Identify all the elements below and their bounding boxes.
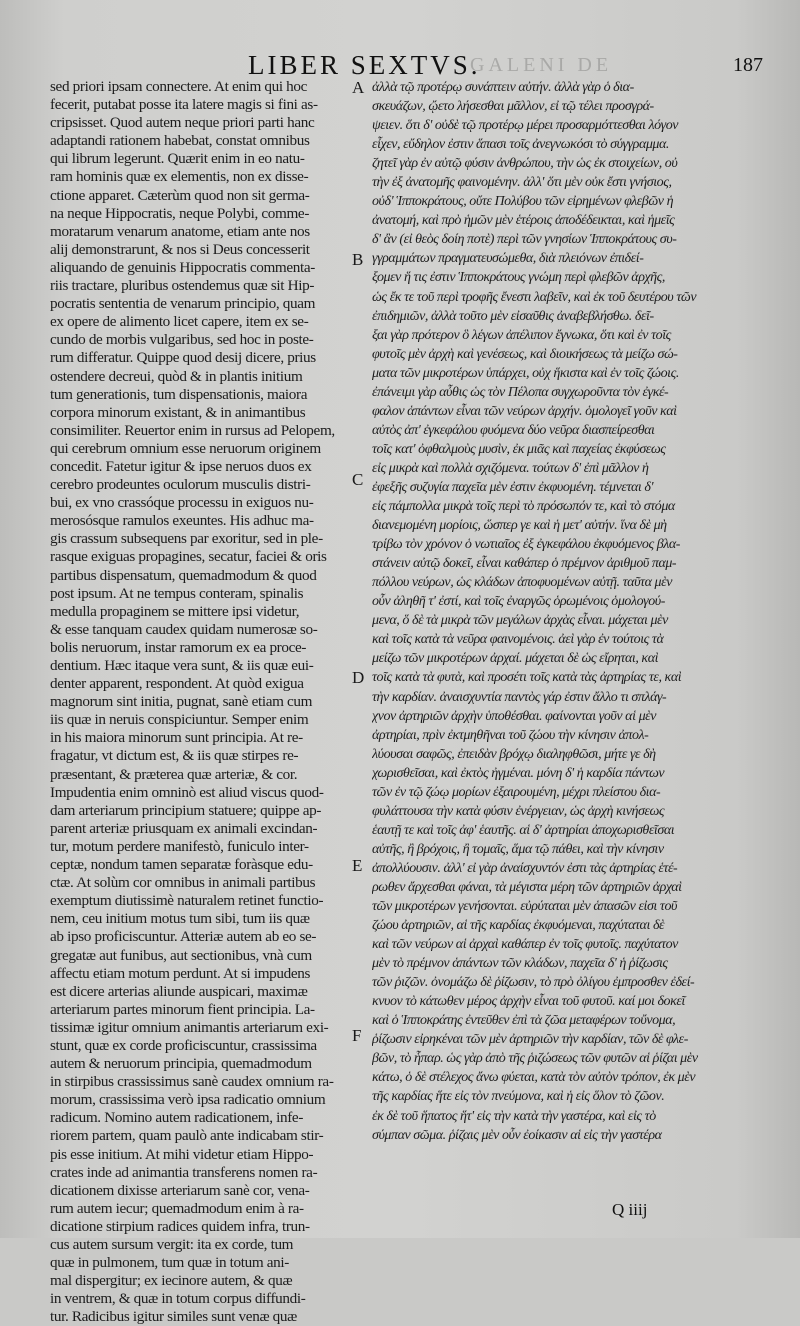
text-line: ostendere decreui, quòd & in plantis initium — [50, 367, 303, 385]
text-line: cerebro prodeuntes oculorum musculis distri- — [50, 476, 311, 494]
text-line: est dicere arterias aliunde auspicari, maximæ — [50, 982, 308, 1000]
text-line: ctæ. At solùm cor omnibus in animali partibus — [50, 874, 316, 892]
text-line: Impudentia enim omninò est aliud viscus quod- — [50, 783, 324, 801]
text-line: consimiliter. Reuertor enim in rursus ad Pelopem, — [50, 421, 335, 439]
text-line: φυτοῖς μὲν ἀρχὴ καὶ γενέσεως, καὶ διοικήσεως τὰ μείζω σώ- — [372, 346, 678, 362]
text-line: magnorum sint initia, pugnat, sanè etiam cum — [50, 693, 313, 711]
bleed-through-text: GALENI DE — [470, 54, 613, 76]
text-line: na neque Hippocratis, neque Polybi, comme- — [50, 204, 310, 222]
text-line: τῶν ῥιζῶν. ὀνομάζω δὲ ῥίζωσιν, τὸ πρὸ ὀλίγου ἐμπροσθεν ἐδεί- — [372, 975, 695, 991]
text-line: exemptum diutissimè naturalem retinet functio- — [50, 892, 324, 910]
text-line: gis crassum subsequens par exoritur, sed in ple- — [50, 530, 323, 548]
text-line: καὶ ὁ Ἱπποκράτης ἐντεῦθεν ἐπὶ τὰ ζῶα μεταφέρων τοὔνομα, — [372, 1013, 676, 1029]
text-line: γγραμμάτων πραγματευσώμεθα, διὰ πλειόνων ἐπιδεί- — [372, 251, 644, 267]
text-line: iis quæ in neruis conspiciuntur. Semper enim — [50, 711, 309, 729]
text-line: τῶν μικροτέρων γενήσονται. εὐρύταται μὲν ἁπασῶν εἰσι τοῦ — [372, 899, 677, 915]
text-line: ceptæ, nondum tamen separatæ foràsque edu- — [50, 856, 313, 874]
text-line: concedit. Fatetur igitur & ipse neruos duos ex — [50, 457, 312, 475]
text-line: τῶν ἐν τῷ ζώῳ μορίων ἐξαιρουμένη, μέχρι πλείστου δια- — [372, 784, 661, 800]
text-line: πόλλου νεύρων, ὡς κλάδων ἀποφυομένων αὐτῇ. ταῦτα μὲν — [372, 575, 672, 591]
text-line: cus autem sursum vergit: ita ex corde, tum — [50, 1236, 294, 1253]
text-line: ἐπάνειμι γὰρ αὖθις ὡς τὸν Πέλοπα συγχωροῦντα τὸν ἐγκέ- — [372, 384, 669, 400]
text-line: ξομεν ἥ τις ἐστιν Ἱπποκράτους γνώμη περὶ φλεβῶν ἀρχῆς, — [372, 270, 665, 286]
text-line: adaptandi rationem habebat, constat omnibus — [50, 132, 310, 150]
text-line: κάτω, ὁ δὲ στέλεχος ἄνω φύεται, κατὰ τὸν αὐτὸν τρόπον, ἐκ μὲν — [372, 1070, 696, 1086]
text-line: ἀλλὰ τῷ προτέρῳ συνάπτειν αὐτήν. ἀλλὰ γὰρ ὁ δια- — [372, 80, 634, 95]
text-line: τρίβω τὸν χρόνον ὁ νωτιαῖος ἐξ ἐγκεφάλου ἐκφυόμενος βλα- — [372, 537, 680, 553]
margin-letter-a: A — [352, 78, 365, 97]
text-line: ἐφεξῆς συζυγία παχεῖα μὲν ἐστιν ἐκφυομένη. τέμνεται δ' — [372, 479, 653, 495]
text-line: morum, crassissima verò ipsa radicatio omnium — [50, 1091, 326, 1109]
text-line: ψειεν. ὅτι δ' οὐδὲ τῷ προτέρῳ μέρει προσαρμόττεσθαι λόγον — [372, 118, 679, 134]
text-line: fecerit, putabat posse ita latere magis si fini as- — [50, 96, 318, 114]
latin-column — [50, 78, 354, 1326]
text-line: λύουσαι σαφῶς, ἐπειδὰν βρόχῳ διαληφθῶσι, μήτε γε δὴ — [372, 746, 656, 762]
text-line: arteriarum partes minorum fient principia. La- — [50, 1000, 315, 1018]
text-line: ἀρτηρίαι, πρὶν ἐκτμηθῆναι τοῦ ζώου τὴν κίνησιν ἀπολ- — [372, 727, 649, 743]
margin-letter-e: E — [352, 856, 363, 875]
text-line: in his maiora minorum sunt principia. At re- — [50, 729, 303, 747]
text-line: σκευάζων, ᾤετο λήσεσθαι μᾶλλον, εἰ τῷ τέλει προσγρά- — [372, 99, 654, 115]
text-line: ἀπολλύουσιν. ἀλλ' εἰ γὰρ ἀναίσχυντόν ἐστι τὰς ἀρτηρίας ἑτέ- — [372, 860, 678, 876]
signature-mark: Q iiij — [612, 1200, 648, 1219]
text-line: ζητεῖ γὰρ ἐν αὐτῷ φύσιν ἀνθρώπου, τὴν ὡς ἐκ στοιχείων, οὐ — [372, 156, 678, 172]
text-line: τοῖς κατ' ὀφθαλμοὺς μυσὶν, ἐκ μιᾶς καὶ παχείας ἐκφύσεως — [372, 441, 666, 457]
text-line: dam arteriarum principium statuere; quippe ap- — [50, 801, 322, 819]
text-line: qui librum legerunt. Quærit enim in eo natu- — [50, 150, 305, 168]
text-line: εἰς μικρὰ καὶ πολλὰ σχιζόμενα. τούτων δ' ἐπὶ μᾶλλον ἡ — [372, 460, 649, 476]
text-line: alij demonstrarunt, & nos si Deus concesserit — [50, 240, 310, 258]
text-line: τὴν ἐξ ἀνατομῆς φαινομένην. ἀλλ' ὅτι μὲν οὐκ ἔστι γνήσιος, — [372, 175, 672, 191]
text-line: ῥίζωσιν εἰρηκέναι τῶν μὲν ἀρτηριῶν τὴν καρδίαν, τῶν δὲ φλε- — [372, 1032, 688, 1048]
text-line: σύμπαν σῶμα. ῥίζαις μὲν οὖν ἐοίκασιν αἱ εἰς τὴν γαστέρα — [372, 1127, 662, 1143]
text-line: pis esse initium. At mihi videtur etiam Hippo- — [50, 1145, 314, 1163]
text-line: tur, motum perdere manifestò, funiculo inter- — [50, 837, 309, 855]
greek-column — [372, 78, 712, 1145]
text-line: διανεμομένη μορίοις, ὥσπερ γε καὶ ἡ μετ' αὐτήν. ἵνα δὲ μὴ — [372, 518, 667, 534]
text-line: gregatæ aut funibus, aut sectionibus, vnà cum — [50, 946, 312, 964]
text-line: cripsisset. Quod autem neque priori parti hanc — [50, 114, 315, 132]
text-line: partibus dispensatum, quemadmodum & quod — [50, 566, 317, 584]
text-line: φυλάττουσα τὴν κατὰ φύσιν ἐνέργειαν, ὡς ἀρχὴ κινήσεως — [372, 803, 665, 819]
text-line: χωρισθεῖσαι, καὶ ἐκτὸς ἠγμέναι. μόνη δ' ἡ καρδία πάντων — [372, 765, 665, 781]
text-line: ἐπιδημιῶν, ἀλλὰ τοῦτο μὲν εἰσαῦθις ἀναβεβλήσθω. δεῖ- — [372, 308, 654, 324]
text-line: post ipsum. At ne tempus conteram, spinalis — [50, 584, 304, 602]
text-line: ὡς ἔκ τε τοῦ περὶ τροφῆς ἔνεστι λαβεῖν, καὶ ἐκ τοῦ δευτέρου τῶν — [372, 289, 697, 305]
text-line: ram hominis quæ ex elementis, non ex disse- — [50, 168, 309, 186]
text-line: εἶχεν, εὔδηλον ἐστιν ἅπασι τοῖς ἀνεγνωκόσι τὸ σύγγραμμα. — [372, 137, 669, 153]
text-line: αὐτῆς, ἢ βρόχοις, ἢ τομαῖς, ἅμα τῷ πάθει, καὶ τὴν κίνησιν — [372, 841, 664, 857]
margin-letter-b: B — [352, 250, 364, 269]
margin-letter-c: C — [352, 470, 364, 489]
text-line: rasque exiguas propagines, secatur, faciei & oris — [50, 548, 327, 566]
text-line: τὴν καρδίαν. ἀναισχυντία παντὸς γάρ ἐστιν ἄλλο τι σπλάγ- — [372, 689, 667, 705]
text-line: bolis neruorum, instar ramorum ex ea proce- — [50, 638, 307, 656]
text-line: moratarum venarum anatome, etiam ante nos — [50, 222, 310, 240]
text-line: ζώου ἀρτηριῶν, αἱ τῆς καρδίας ἐκφυόμεναι, παχύταται δὲ — [372, 918, 665, 934]
text-line: ab ipso proficiscuntur. Atteriæ autem ab eo se- — [50, 928, 317, 946]
text-line: tum generationis, tum dispensationis, maiora — [50, 385, 308, 403]
text-line: qui cerebrum omnium esse neruorum originem — [50, 439, 321, 457]
text-line: κνυον τὸ κάτωθεν μέρος ἀρχὴν εἶναι τοῦ φυτοῦ. καί μοι δοκεῖ — [372, 994, 685, 1010]
text-line: mal dispergitur; ex iecinore autem, & quæ — [50, 1272, 293, 1290]
text-line: sed priori ipsam connectere. At enim qui hoc — [50, 78, 308, 95]
text-line: εἰς πάμπολλα μικρὰ τοῖς περὶ τὸ πρόσωπόν τε, καὶ τὸ στόμα — [372, 499, 675, 515]
text-line: corpora minorum existant, & in animantibus — [50, 403, 306, 421]
text-line: φαλον ἁπάντων εἶναι τῶν νεύρων ἀρχήν. ὁμολογεῖ γοῦν καὶ — [372, 403, 677, 419]
running-head: LIBER SEXTVS. — [248, 50, 481, 80]
text-line: bui, ex vno crassóque processu in exiguos nu- — [50, 494, 314, 512]
text-line: ἀνατομή, καὶ πρὸ ἡμῶν μὲν ἑτέροις ἀποδέδεικται, καὶ ἡμεῖς — [372, 213, 675, 229]
text-line: μείζω τῶν μικροτέρων ἀρχαί. μάχεται δὲ ὡς εἴρηται, καὶ — [372, 651, 659, 667]
text-line: merosósque ramulos exeuntes. His adhuc ma- — [50, 512, 314, 530]
text-line: dicatione stirpium radices quidem infra, trun- — [50, 1217, 310, 1235]
text-line: καὶ τοῖς κατὰ τὰ νεῦρα φαινομένοις. ἀεὶ γὰρ ἐν τούτοις τὰ — [372, 632, 664, 648]
text-line: dentium. Hæc itaque vera sunt, & iis quæ eui- — [50, 657, 314, 674]
text-line: μενα, ὅ δὲ τὰ μικρὰ τῶν μεγάλων ἀρχὰς εἶναι. μάχεται μὲν — [372, 613, 668, 629]
text-line: affectu etiam motum perdunt. At si impudens — [50, 964, 311, 982]
text-line: ctione apparet. Cæterùm quod non sit germa- — [50, 186, 310, 204]
text-line: denter apparent, respondent. At quòd exigua — [50, 675, 304, 693]
text-line: τοῖς κατὰ τὰ φυτὰ, καὶ προσέτι τοῖς κατὰ τὰς ἀρτηρίας τε, καὶ — [372, 670, 682, 686]
text-line: fragatur, vt dictum est, & iis quæ stirpes re- — [50, 747, 299, 765]
page-header — [0, 48, 800, 82]
text-line: μὲν τὸ πρέμνον ἁπάντων τῶν κλάδων, παχεῖα δ' ἡ ῥίζωσις — [372, 956, 668, 972]
text-line: αὐτὸς ἀπ' ἐγκεφάλου φυόμενα δύο νεῦρα διασπείρεσθαι — [372, 422, 655, 438]
text-line: cundo de morbis vulgaribus, sed hoc in poste- — [50, 331, 314, 349]
text-line: pocratis sententia de venarum principio, quam — [50, 295, 316, 313]
text-line: medulla propaginem se mittere ipsi videtur, — [50, 602, 300, 620]
text-line: & esse tanquam caudex quidam numerosæ so- — [50, 620, 318, 638]
text-line: radicum. Nomino autem radicationem, infe- — [50, 1109, 304, 1127]
text-line: riis tractare, pluribus ostendemus quæ sit Hip- — [50, 277, 315, 295]
margin-letter-d: D — [352, 668, 365, 687]
text-line: τῆς καρδίας ἥτε εἰς τὸν πνεύμονα, καὶ ἡ εἰς ὅλον τὸ ζῶον. — [372, 1089, 665, 1105]
text-line: ξαι γὰρ πρότερον ὃ λέγων ἀπέλιπον ἔγνωκα, ὅτι καὶ ἐν τοῖς — [372, 327, 671, 343]
text-line: ex opere de alimento licet capere, item ex se- — [50, 313, 309, 331]
text-line: βῶν, τὸ ἧπαρ. ὡς γὰρ ἀπὸ τῆς ῥιζώσεως τῶν φυτῶν αἱ ῥίζαι μὲν — [372, 1051, 698, 1067]
text-line: crates inde ad animantia transferens nomen ra- — [50, 1163, 318, 1181]
text-line: autem & neruorum principia, quemadmodum — [50, 1055, 312, 1073]
text-line: aliquando de genuinis Hippocratis commenta- — [50, 258, 315, 276]
text-line: in stirpibus crassissimus sanè caudex omnium ra- — [50, 1073, 334, 1091]
text-line: nem, ceu initium motus tum sibi, tum iis quæ — [50, 910, 310, 928]
text-line: δ' ἂν (εἰ θεὸς δοίη ποτὲ) περὶ τῶν γνησίων Ἱπποκράτους συ- — [372, 232, 677, 248]
text-line: tissimæ igitur omnium animantis arteriarum exi- — [50, 1018, 329, 1036]
text-line: οὖν ἀληθῆ τ' ἐστί, καὶ τοῖς ἐναργῶς ὁρωμένοις ὁμολογού- — [372, 594, 665, 610]
text-line: præsentant, & præterea quæ arteriæ, & cor. — [50, 765, 298, 783]
text-line: dicationem dixisse arteriarum sanè cor, vena- — [50, 1181, 310, 1199]
margin-letter-f: F — [352, 1026, 362, 1045]
text-line: στάνειν αὐτῷ δοκεῖ, εἶναι καθάπερ ὁ πρέμνον ἀριθμοῦ παμ- — [372, 556, 677, 572]
text-line: rum differatur. Quippe quod desij dicere, prius — [50, 349, 316, 367]
text-line: οὐδ' Ἱπποκράτους, οὔτε Πολύβου τῶν εἰρημένων φλεβῶν ἡ — [372, 194, 674, 210]
page-number: 187 — [733, 54, 763, 76]
text-line: tur. Radicibus igitur similes sunt venæ quæ — [50, 1308, 297, 1326]
text-line: quæ in pulmonem, tum quæ in totum ani- — [50, 1254, 289, 1272]
text-line: ματα τῶν μικροτέρων ὑπάρχει, οὐχ ἥκιστα καὶ ἐν τοῖς ζώοις. — [372, 365, 679, 381]
text-line: χνον ἀρτηριῶν ἀρχὴν ὑποθέσθαι. φαίνονται γοῦν αἱ μὲν — [372, 708, 656, 724]
text-line: in ventrem, & quæ in totum corpus diffundi- — [50, 1290, 306, 1308]
text-line: riorem partem, quam paulò ante indicabam stir- — [50, 1127, 324, 1145]
text-line: καὶ τῶν νεύρων αἱ ἀρχαὶ καθάπερ ἐν τοῖς φυτοῖς. παχύτατον — [372, 937, 678, 953]
text-line: rum autem iecur; quemadmodum enim à ra- — [50, 1199, 304, 1217]
text-line: ἐκ δὲ τοῦ ἥπατος ἥτ' εἰς τὴν κατὰ τὴν γαστέρα, καὶ εἰς τὸ — [372, 1108, 656, 1124]
text-line: ἑαυτῇ τε καὶ τοῖς ἀφ' ἑαυτῆς. αἱ δ' ἀρτηρίαι ἀποχωρισθεῖσαι — [372, 822, 675, 838]
text-line: ρωθεν ἄρχεσθαι φάναι, τὰ μέγιστα μέρη τῶν ἀρτηριῶν ἀρχαὶ — [372, 879, 682, 895]
text-line: parent arteriæ priusquam ex animali excindan- — [50, 819, 318, 837]
text-line: stunt, quæ ex corde proficiscuntur, crassissima — [50, 1036, 317, 1054]
